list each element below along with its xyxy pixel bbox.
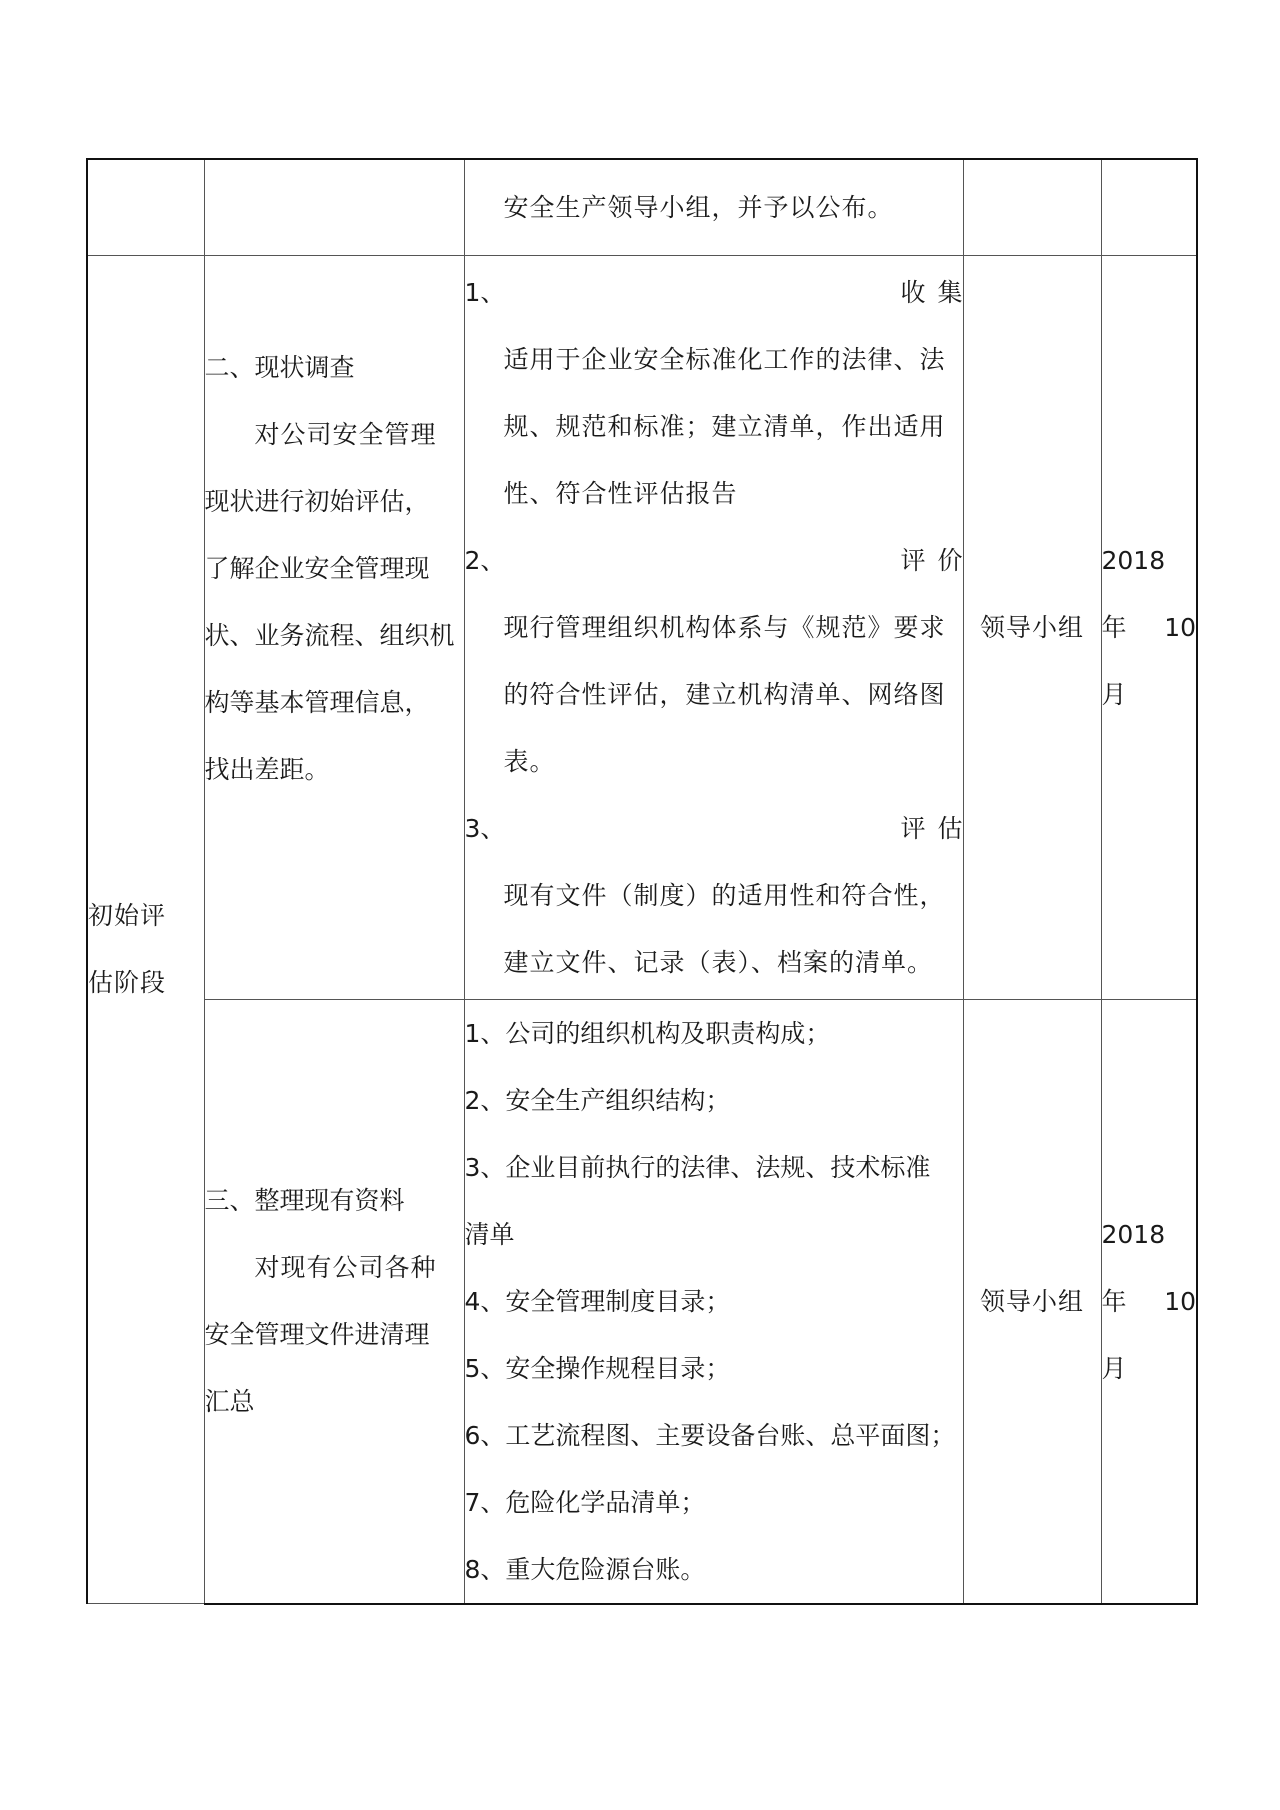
- responsible-cell-empty: [963, 159, 1101, 255]
- task-desc-line: 了解企业安全管理现: [204, 553, 430, 583]
- task-desc-line: 现状进行初始评估，: [204, 486, 430, 516]
- task-desc-line: 状、业务流程、组织机: [204, 620, 455, 650]
- time-cell-empty: [1101, 159, 1197, 255]
- responsible-cell: [963, 999, 1101, 1604]
- stage-label-line: 估阶段: [88, 968, 167, 998]
- list-item: 2、安全生产组织结构；: [464, 1085, 731, 1115]
- item-line: 现行管理组织机构体系与《规范》要求: [503, 612, 946, 642]
- task-desc-line: 对现有公司各种: [254, 1253, 437, 1282]
- time-year-unit: 年: [1101, 612, 1127, 642]
- item-number: 3、: [464, 813, 506, 843]
- list-item: 3、企业目前执行的法律、法规、技术标准: [464, 1152, 931, 1182]
- item-line: 现有文件（制度）的适用性和符合性，: [503, 880, 946, 910]
- task-desc-line: 汇总: [204, 1387, 255, 1416]
- responsible-text: 领导小组: [979, 612, 1084, 642]
- task-desc-line: 构等基本管理信息，: [204, 687, 430, 717]
- item-keyword: 评价: [900, 545, 975, 575]
- table-row: [87, 159, 1197, 255]
- time-year: 2018: [1101, 545, 1166, 575]
- task-cell: [204, 255, 464, 999]
- time-month-unit: 月: [1101, 679, 1127, 709]
- item-keyword: 收集: [900, 277, 975, 307]
- stage-cell: [87, 255, 204, 1604]
- time-month: 10: [1164, 1286, 1196, 1316]
- task-title: 二、现状调查: [204, 352, 355, 382]
- list-item: [464, 259, 975, 326]
- item-line: 表。: [503, 746, 556, 776]
- task-desc-line: 找出差距。: [204, 754, 330, 784]
- time-month: 10: [1164, 612, 1196, 642]
- item-line: 性、符合性评估报告: [503, 478, 738, 508]
- stage-label-line: 初始评: [88, 901, 167, 931]
- table-row: [87, 255, 1197, 999]
- time-year: 2018: [1101, 1219, 1166, 1249]
- item-line: 建立文件、记录（表）、档案的清单。: [503, 947, 934, 977]
- task-title: 三、整理现有资料: [204, 1186, 405, 1215]
- task-cell-empty: [204, 159, 464, 255]
- list-item: 1、公司的组织机构及职责构成；: [464, 1018, 831, 1048]
- item-line: 适用于企业安全标准化工作的法律、法: [503, 344, 946, 374]
- list-item: [464, 527, 975, 594]
- item-number: 1、: [464, 277, 506, 307]
- item-number: 2、: [464, 545, 506, 575]
- list-item: [464, 795, 975, 862]
- task-desc-line: 安全管理文件进清理: [204, 1320, 430, 1349]
- list-item: 8、重大危险源台账。: [464, 1554, 706, 1584]
- content-text: 安全生产领导小组，并予以公布。: [503, 192, 894, 222]
- task-cell: [204, 999, 464, 1604]
- list-item: 清单: [464, 1219, 515, 1249]
- responsible-text: 领导小组: [979, 1286, 1084, 1316]
- list-item: 5、安全操作规程目录；: [464, 1353, 731, 1383]
- stage-cell-empty: [87, 159, 204, 255]
- time-month-line: [1102, 1268, 1197, 1335]
- time-month-unit: 月: [1101, 1353, 1127, 1383]
- responsible-cell: [963, 255, 1101, 999]
- item-line: 的符合性评估，建立机构清单、网络图: [503, 679, 946, 709]
- plan-table: [86, 158, 1198, 1605]
- list-item: 4、安全管理制度目录；: [464, 1286, 731, 1316]
- item-keyword: 评估: [900, 813, 975, 843]
- list-item: 6、工艺流程图、主要设备台账、总平面图；: [464, 1420, 956, 1450]
- time-cell: [1101, 999, 1197, 1604]
- table-row: [87, 999, 1197, 1604]
- time-year-unit: 年: [1101, 1286, 1127, 1316]
- content-cell: [464, 999, 963, 1604]
- time-month-line: [1102, 594, 1197, 661]
- content-cell: [464, 255, 975, 999]
- list-item: 7、危险化学品清单；: [464, 1487, 706, 1517]
- time-cell: [1101, 255, 1197, 999]
- item-line: 规、规范和标准；建立清单，作出适用: [503, 411, 946, 441]
- content-cell: [464, 159, 963, 255]
- task-desc-line: 对公司安全管理: [254, 419, 437, 449]
